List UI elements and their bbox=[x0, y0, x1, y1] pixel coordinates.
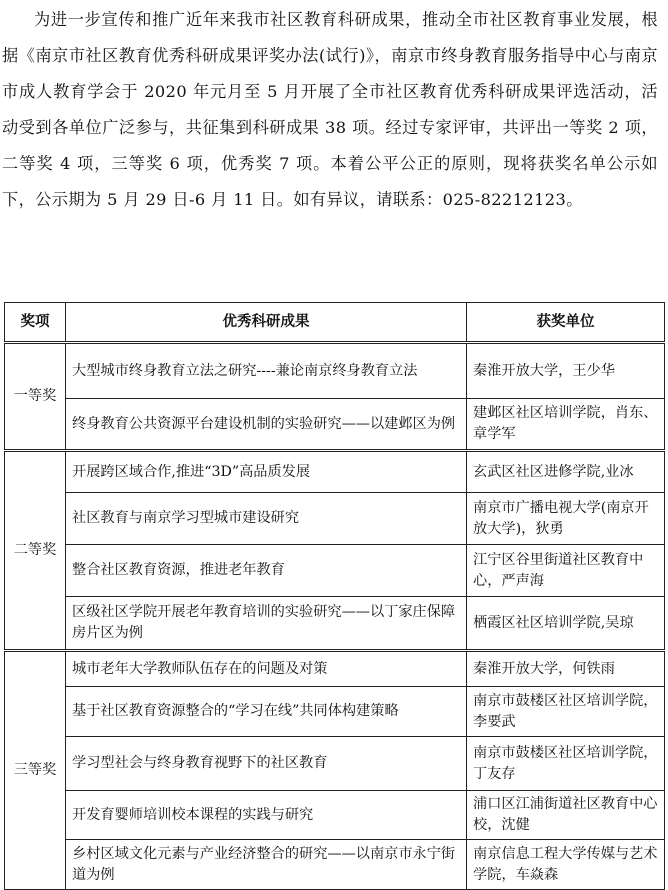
table-row bbox=[5, 687, 665, 737]
work-title: 区级社区学院开展老年教育培训的实验研究——以丁家庄保障房片区为例 bbox=[66, 597, 467, 651]
award-unit: 秦淮开放大学，王少华 bbox=[467, 343, 665, 399]
award-grade-second: 二等奖 bbox=[5, 451, 66, 651]
award-unit: 秦淮开放大学，何铁雨 bbox=[467, 651, 665, 687]
work-title: 开展跨区域合作,推进“3D”高品质发展 bbox=[66, 451, 467, 493]
award-unit: 南京市鼓楼区社区培训学院，李要武 bbox=[467, 687, 665, 737]
work-title: 乡村区域文化元素与产业经济整合的研究——以南京市永宁街道为例 bbox=[66, 840, 467, 890]
header-unit: 获奖单位 bbox=[467, 303, 665, 343]
table-row bbox=[5, 451, 665, 493]
table-row bbox=[5, 651, 665, 687]
work-title: 基于社区教育资源整合的“学习在线”共同体构建策略 bbox=[66, 687, 467, 737]
work-title: 学习型社会与终身教育视野下的社区教育 bbox=[66, 737, 467, 791]
header-award: 奖项 bbox=[5, 303, 66, 343]
table-row bbox=[5, 399, 665, 451]
work-title: 城市老年大学教师队伍存在的问题及对策 bbox=[66, 651, 467, 687]
table-row bbox=[5, 597, 665, 651]
table-row bbox=[5, 493, 665, 545]
table-row bbox=[5, 737, 665, 791]
work-title: 整合社区教育资源，推进老年教育 bbox=[66, 545, 467, 597]
award-unit: 建邺区社区培训学院，肖东、章学军 bbox=[467, 399, 665, 451]
award-unit: 南京信息工程大学传媒与艺术学院，车焱森 bbox=[467, 840, 665, 890]
work-title: 大型城市终身教育立法之研究----兼论南京终身教育立法 bbox=[66, 343, 467, 399]
award-unit: 南京市鼓楼区社区培训学院，丁友存 bbox=[467, 737, 665, 791]
award-unit: 浦口区江浦街道社区教育中心校，沈健 bbox=[467, 791, 665, 840]
award-unit: 栖霞区社区培训学院,吴琼 bbox=[467, 597, 665, 651]
award-grade-third: 三等奖 bbox=[5, 651, 66, 890]
table-header-row bbox=[5, 303, 665, 343]
awards-table bbox=[4, 302, 665, 890]
work-title: 社区教育与南京学习型城市建设研究 bbox=[66, 493, 467, 545]
notice-paragraph: 为进一步宣传和推广近年来我市社区教育科研成果，推动全市社区教育事业发展，根据《南京市社区教育优秀科研成果评奖办法(试行)》，南京市终身教育服务指导中心与南京市成人教育学会于 2020 年元月至 5 月开展了全市社区教育优秀科研成果评选活动，活动受到各单位广泛参与，共征集到科研成果 38 项。经过专家评审，共评出一等奖 2 项，二等奖 4 项，三等奖 6 项，优秀奖 7 项。本着公平公正的原则，现将获奖名单公示如下，公示期为 5 月 29 日-6 月 11 日。如有异议，请联系：025-82212123。 bbox=[2, 10, 658, 209]
award-grade-first: 一等奖 bbox=[5, 343, 66, 451]
table-row bbox=[5, 343, 665, 399]
award-unit: 玄武区社区进修学院,业冰 bbox=[467, 451, 665, 493]
award-unit: 江宁区谷里街道社区教育中心，严声海 bbox=[467, 545, 665, 597]
table-row bbox=[5, 545, 665, 597]
table-row bbox=[5, 840, 665, 890]
work-title: 终身教育公共资源平台建设机制的实验研究——以建邺区为例 bbox=[66, 399, 467, 451]
work-title: 开发育婴师培训校本课程的实践与研究 bbox=[66, 791, 467, 840]
table-row bbox=[5, 791, 665, 840]
award-unit: 南京市广播电视大学(南京开放大学)，狄勇 bbox=[467, 493, 665, 545]
header-work: 优秀科研成果 bbox=[66, 303, 467, 343]
